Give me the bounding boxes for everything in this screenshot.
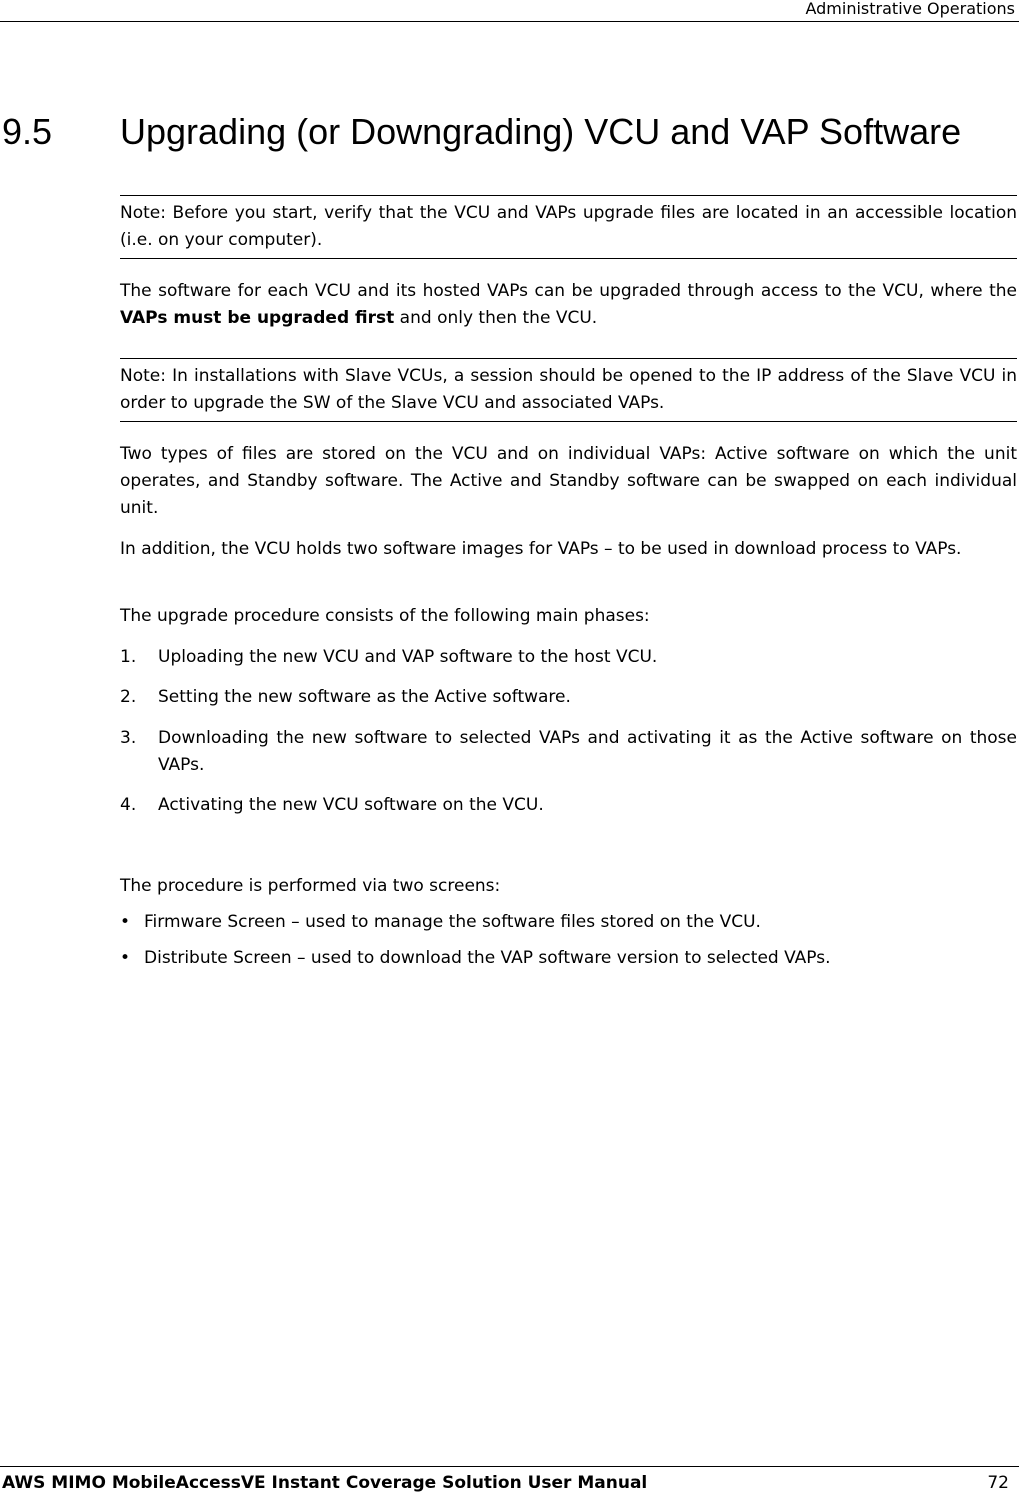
list-text: Distribute Screen – used to download the VAP software version to selected VAPs. — [144, 948, 831, 968]
page-number: 72 — [987, 1473, 1009, 1493]
section-number: 9.5 — [2, 111, 53, 152]
list-item — [120, 792, 1017, 819]
list-number: 2. — [120, 687, 137, 707]
note-slave-vcu: Note: In installations with Slave VCUs, a session should be opened to the IP address of the Slave VCU in order to upgrade the SW of the Slave VCU and associated VAPs. — [120, 358, 1017, 422]
paragraph-phases-intro: The upgrade procedure consists of the following main phases: — [120, 606, 650, 626]
list-item — [120, 644, 1017, 671]
note-upgrade-files: Note: Before you start, verify that the VCU and VAPs upgrade files are located in an accessible location (i.e. on your computer). — [120, 195, 1017, 259]
list-text: Firmware Screen – used to manage the software files stored on the VCU. — [144, 912, 761, 932]
running-head: Administrative Operations — [805, 0, 1015, 18]
list-text: Downloading the new software to selected VAPs and activating it as the Active software on those VAPs. — [158, 728, 1017, 775]
list-item — [120, 945, 1017, 972]
section-title — [2, 108, 961, 156]
list-number: 3. — [120, 728, 137, 748]
para1-before: The software for each VCU and its hosted VAPs can be upgraded through access to the VCU, where the — [120, 281, 1017, 301]
paragraph-screens-intro: The procedure is performed via two screens: — [120, 876, 501, 896]
para1-bold: VAPs must be upgraded first — [120, 308, 395, 328]
bullet-icon: • — [120, 912, 131, 932]
list-item — [120, 725, 1017, 779]
list-number: 1. — [120, 647, 137, 667]
footer-title: AWS MIMO MobileAccessVE Instant Coverage Solution User Manual — [2, 1473, 648, 1493]
list-text: Activating the new VCU software on the VCU. — [158, 795, 544, 815]
list-item — [120, 684, 1017, 711]
footer-rule — [0, 1466, 1019, 1467]
list-item — [120, 909, 1017, 936]
section-title-text: Upgrading (or Downgrading) VCU and VAP Software — [120, 111, 962, 152]
para1-after: and only then the VCU. — [394, 308, 598, 328]
paragraph-upgrade-order — [120, 278, 1017, 332]
paragraph-file-types: Two types of files are stored on the VCU and on individual VAPs: Active software on which the unit operates, and Standby software. The Active and Standby software can be swapped on each individual unit. — [120, 444, 1017, 518]
paragraph-vap-images: In addition, the VCU holds two software images for VAPs – to be used in download process to VAPs. — [120, 539, 962, 559]
list-number: 4. — [120, 795, 137, 815]
list-text: Setting the new software as the Active software. — [158, 687, 571, 707]
bullet-icon: • — [120, 948, 131, 968]
list-text: Uploading the new VCU and VAP software to the host VCU. — [158, 647, 658, 667]
header-rule — [0, 21, 1019, 22]
